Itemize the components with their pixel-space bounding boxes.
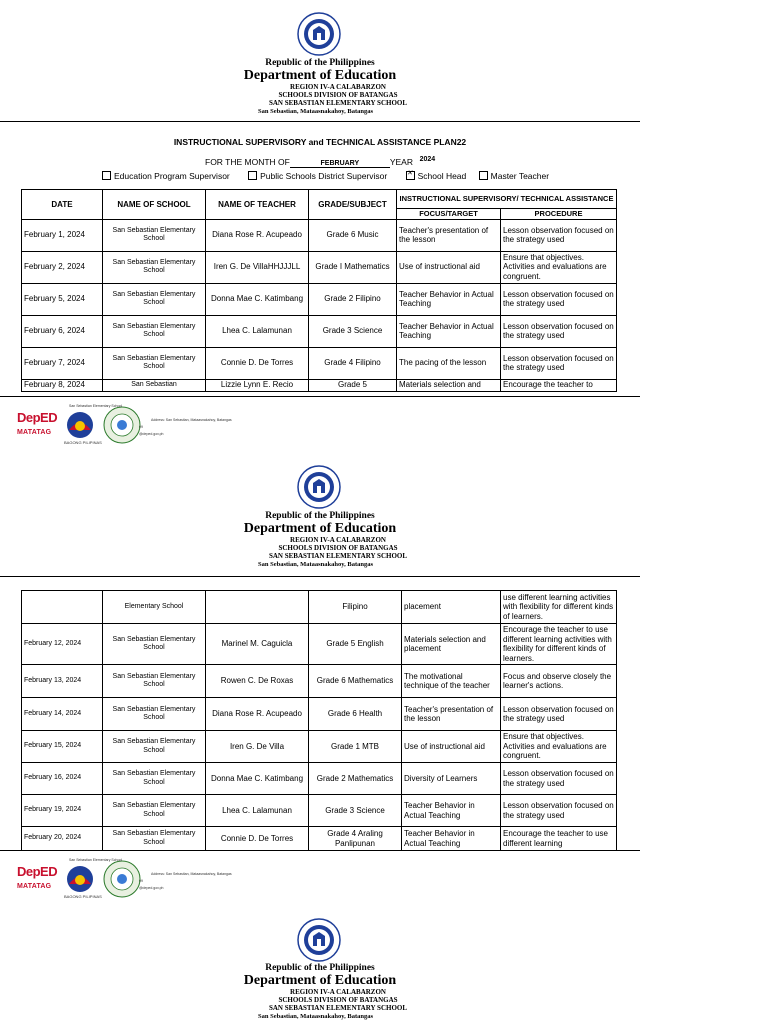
cell-procedure: Lesson observation focused on the strategy used [501,315,617,347]
year-label: YEAR [389,157,413,167]
cell-grade: Filipino [309,591,402,624]
deped-logo: DepED [17,410,58,425]
cell-procedure: Lesson observation focused on the strategy used [501,763,617,795]
cell-school: San Sebastian Elementary School [103,698,206,731]
cell-procedure: Encourage the teacher to [501,379,617,391]
cell-grade: Grade 6 Music [309,219,397,251]
cell-focus: Teacher's presentation of the lesson [397,219,501,251]
cell-grade: Grade 4 Filipino [309,347,397,379]
cell-focus: Teacher Behavior in Actual Teaching [397,283,501,315]
cell-date: February 13, 2024 [22,665,103,698]
cell-date [22,591,103,624]
cell-grade: Grade 1 MTB [309,731,402,763]
year-value: 2024 [419,156,436,163]
cell-grade: Grade 2 Filipino [309,283,397,315]
cell-date: February 15, 2024 [22,731,103,763]
cell-teacher: Donna Mae C. Katimbang [206,763,309,795]
footer-school-name: San Sebastian Elementary School [69,858,123,862]
region-label: REGION IV-A CALABARZON [290,536,386,544]
col-header-teacher: NAME OF TEACHER [206,190,309,220]
cell-focus: Use of instructional aid [397,251,501,283]
cell-school: San Sebastian [103,379,206,391]
cell-focus: Use of instructional aid [402,731,501,763]
division-label: SCHOOLS DIVISION OF BATANGAS [278,996,398,1004]
cell-focus: The motivational technique of the teacher [402,665,501,698]
cell-focus: Teacher Behavior in Actual Teaching [402,795,501,827]
checkbox-psds[interactable]: Public Schools District Supervisor [248,171,387,181]
cell-teacher: Iren G. De Villa [206,731,309,763]
cell-date: February 6, 2024 [22,315,103,347]
department-title: Department of Education [243,973,397,988]
table-row [22,698,617,731]
cell-school: San Sebastian Elementary School [103,731,206,763]
plan-table-page-1 [21,189,617,392]
col-header-grade: GRADE/SUBJECT [309,190,397,220]
region-label: REGION IV-A CALABARZON [290,988,386,996]
table-row [22,283,617,315]
table-row [22,591,617,624]
footer-divider [0,850,640,851]
cell-school: San Sebastian Elementary School [103,283,206,315]
cell-teacher: Iren G. De VillaHHJJJLL [206,251,309,283]
cell-grade: Grade I Mathematics [309,251,397,283]
cell-focus: Diversity of Learners [402,763,501,795]
table-row [22,251,617,283]
address-label: San Sebastian, Mataasnakahoy, Batangas [258,1013,374,1020]
table-row [22,219,617,251]
header-divider [0,121,640,122]
cell-date: February 5, 2024 [22,283,103,315]
header-divider [0,576,640,577]
footer-email: @deped.gov.ph [139,432,164,436]
cell-focus: Materials selection and placement [402,624,501,665]
month-value: FEBRUARY [290,160,390,168]
cell-grade: Grade 6 Mathematics [309,665,402,698]
cell-date: February 14, 2024 [22,698,103,731]
cell-school: San Sebastian Elementary School [103,763,206,795]
cell-grade: Grade 6 Health [309,698,402,731]
cell-procedure: Focus and observe closely the learner's actions. [501,665,617,698]
republic-label: Republic of the Philippines [265,58,375,68]
col-header-date: DATE [22,190,103,220]
cell-date: February 8, 2024 [22,379,103,391]
footer-address: Address: San Sebastian, Mataasnakahoy, Batangas [151,418,232,422]
deped-logo: DepED [17,864,58,879]
bagong-pilipinas-label: BAGONG PILIPINAS [64,440,102,445]
school-seal-icon [103,406,141,444]
footer-divider [0,396,640,397]
table-row [22,731,617,763]
cell-school: San Sebastian Elementary School [103,347,206,379]
school-label: SAN SEBASTIAN ELEMENTARY SCHOOL [268,552,408,560]
cell-procedure: Ensure that objectives. Activities and evaluations are congruent. [501,731,617,763]
address-label: San Sebastian, Mataasnakahoy, Batangas [258,561,374,568]
cell-teacher: Connie D. De Torres [206,347,309,379]
cell-focus: The pacing of the lesson [397,347,501,379]
deped-seal-icon [297,12,341,56]
cell-school: San Sebastian Elementary School [103,624,206,665]
cell-school: San Sebastian Elementary School [103,219,206,251]
cell-date: February 19, 2024 [22,795,103,827]
cell-focus: placement [402,591,501,624]
cell-procedure: use different learning activities with flexibility for different kinds of learners. [501,591,617,624]
role-checkboxes [102,171,565,181]
cell-grade: Grade 3 Science [309,795,402,827]
cell-grade: Grade 5 English [309,624,402,665]
republic-label: Republic of the Philippines [265,963,375,973]
plan-table-page-2 [21,590,617,851]
cell-school: San Sebastian Elementary School [103,315,206,347]
cell-teacher: Connie D. De Torres [206,827,309,851]
cell-procedure: Lesson observation focused on the strategy used [501,347,617,379]
cell-procedure: Lesson observation focused on the strategy used [501,698,617,731]
republic-label: Republic of the Philippines [265,511,375,521]
footer-email: @deped.gov.ph [139,886,164,890]
footer-phone: 09 [139,425,143,429]
school-label: SAN SEBASTIAN ELEMENTARY SCHOOL [268,99,408,107]
school-seal-icon [103,860,141,898]
cell-teacher: Rowen C. De Roxas [206,665,309,698]
cell-teacher: Lhea C. Lalamunan [206,795,309,827]
footer-logos [17,858,257,904]
footer-phone: 09 [139,879,143,883]
cell-school: San Sebastian Elementary School [103,251,206,283]
address-label: San Sebastian, Mataasnakahoy, Batangas [258,108,374,115]
matatag-logo: MATATAG [17,429,52,436]
col-header-procedure: PROCEDURE [501,209,617,220]
table-row [22,379,617,391]
cell-procedure: Lesson observation focused on the strategy used [501,283,617,315]
col-header-focus: FOCUS/TARGET [397,209,501,220]
cell-procedure: Encourage the teacher to use different learning activities with flexibility for different kinds of learners. [501,624,617,665]
cell-school: San Sebastian Elementary School [103,827,206,851]
cell-date: February 20, 2024 [22,827,103,851]
table-row [22,624,617,665]
cell-date: February 2, 2024 [22,251,103,283]
checkbox-school-head[interactable]: ✕ School Head [406,171,467,181]
school-label: SAN SEBASTIAN ELEMENTARY SCHOOL [268,1004,408,1012]
month-year-line [205,156,439,168]
month-label: FOR THE MONTH OF [205,157,290,167]
table-row [22,795,617,827]
cell-date: February 7, 2024 [22,347,103,379]
matatag-logo: MATATAG [17,883,52,890]
footer-address: Address: San Sebastian, Mataasnakahoy, Batangas [151,872,232,876]
cell-date: February 16, 2024 [22,763,103,795]
cell-school: San Sebastian Elementary School [103,795,206,827]
bagong-pilipinas-logo-icon [65,410,95,440]
cell-school: Elementary School [103,591,206,624]
cell-teacher: Lhea C. Lalamunan [206,315,309,347]
table-row [22,315,617,347]
cell-grade: Grade 2 Mathematics [309,763,402,795]
table-row [22,347,617,379]
deped-seal-icon [297,918,341,962]
region-label: REGION IV-A CALABARZON [290,83,386,91]
cell-teacher: Diana Rose R. Acupeado [206,219,309,251]
division-label: SCHOOLS DIVISION OF BATANGAS [278,544,398,552]
cell-teacher: Marinel M. Caguicla [206,624,309,665]
cell-procedure: Encourage the teacher to use different learning [501,827,617,851]
cell-teacher: Lizzie Lynn E. Recio [206,379,309,391]
table-row [22,763,617,795]
deped-seal-icon [297,465,341,509]
cell-school: San Sebastian Elementary School [103,665,206,698]
cell-teacher: Donna Mae C. Katimbang [206,283,309,315]
cell-focus: Teacher Behavior in Actual Teaching [402,827,501,851]
footer-logos [17,404,257,450]
table-row [22,827,617,851]
division-label: SCHOOLS DIVISION OF BATANGAS [278,91,398,99]
col-header-school: NAME OF SCHOOL [103,190,206,220]
cell-focus: Teacher Behavior in Actual Teaching [397,315,501,347]
cell-grade: Grade 5 [309,379,397,391]
cell-procedure: Lesson observation focused on the strategy used [501,219,617,251]
cell-procedure: Lesson observation focused on the strategy used [501,795,617,827]
cell-focus: Materials selection and [397,379,501,391]
cell-focus: Teacher's presentation of the lesson [402,698,501,731]
plan-title: INSTRUCTIONAL SUPERVISORY and TECHNICAL ASSISTANCE PLAN22 [173,137,467,147]
cell-date: February 12, 2024 [22,624,103,665]
cell-teacher [206,591,309,624]
cell-grade: Grade 4 Araling Panlipunan [309,827,402,851]
department-title: Department of Education [243,521,397,536]
checkbox-master-teacher[interactable]: Master Teacher [479,171,549,181]
footer-school-name: San Sebastian Elementary School [69,404,123,408]
cell-procedure: Ensure that objectives. Activities and evaluations are congruent. [501,251,617,283]
department-title: Department of Education [243,68,397,83]
cell-teacher: Diana Rose R. Acupeado [206,698,309,731]
cell-grade: Grade 3 Science [309,315,397,347]
table-row [22,665,617,698]
col-header-isat: INSTRUCTIONAL SUPERVISORY/ TECHNICAL ASSISTANCE [397,190,617,209]
bagong-pilipinas-label: BAGONG PILIPINAS [64,894,102,899]
cell-date: February 1, 2024 [22,219,103,251]
checkbox-eps[interactable]: Education Program Supervisor [102,171,230,181]
bagong-pilipinas-logo-icon [65,864,95,894]
